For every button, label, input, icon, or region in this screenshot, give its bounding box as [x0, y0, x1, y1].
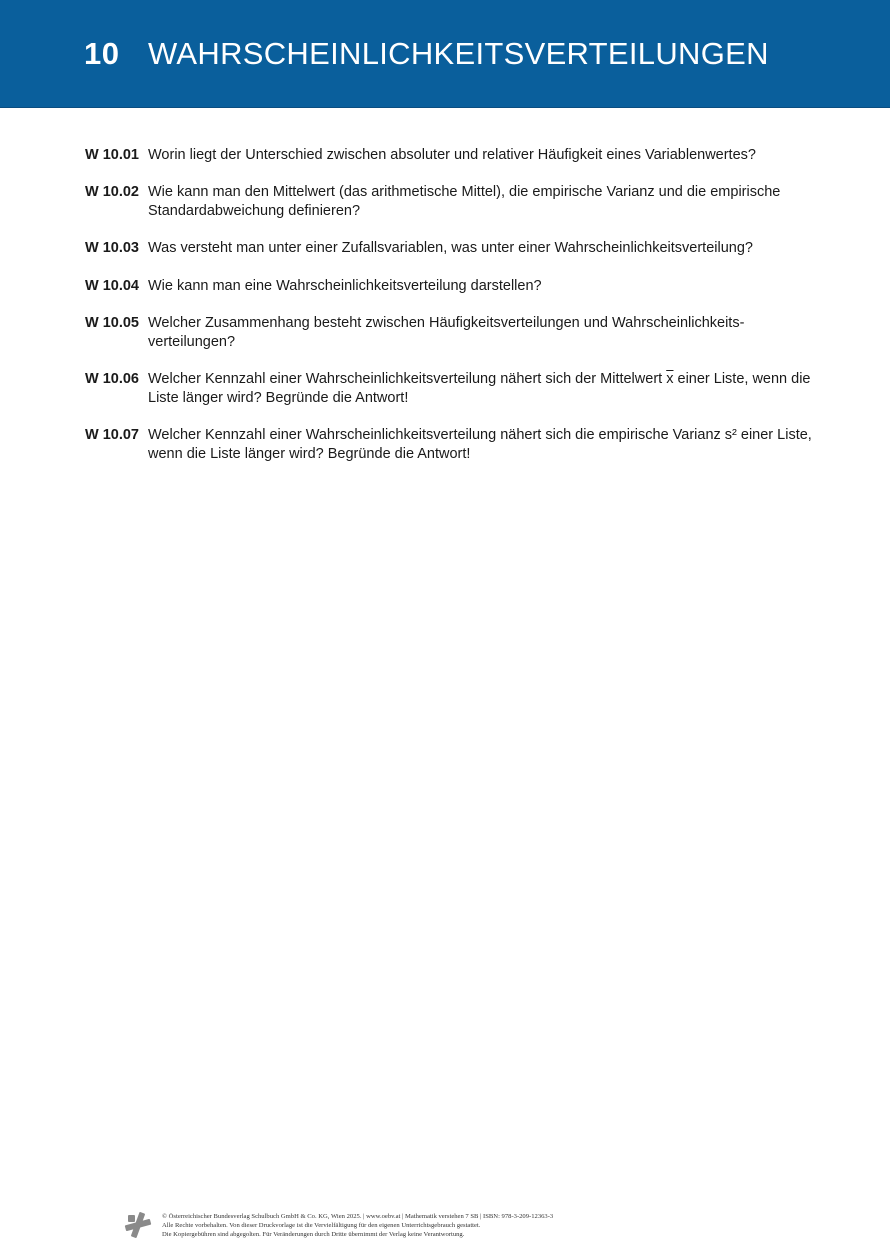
question-id: W 10.07: [85, 427, 139, 443]
question-id: W 10.06: [85, 371, 139, 387]
question-id: W 10.01: [85, 147, 139, 163]
mean-symbol: $\overline{x}$: [666, 371, 674, 387]
chapter-number: 10: [84, 36, 120, 71]
question-id: W 10.03: [85, 240, 139, 256]
question-text: [148, 370, 813, 408]
question-text-before: Welcher Kennzahl einer Wahrscheinlichkeitsverteilung nähert sich der Mittelwert: [148, 371, 663, 387]
question-id: W 10.04: [85, 278, 139, 294]
question-text: Worin liegt der Unterschied zwischen absoluter und relativer Häufigkeit eines Variablenwertes?: [148, 147, 756, 163]
copyright-line-1: © Österreichischer Bundesverlag Schulbuch GmbH & Co. KG, Wien 2025. | www.oebv.at | Mathematik verstehen 7 SB | ISBN: 978-3-209-12363-3: [162, 1213, 554, 1220]
chapter-header: [0, 0, 890, 108]
question-id: W 10.02: [85, 184, 139, 200]
question-text: Wie kann man eine Wahrscheinlichkeitsverteilung darstellen?: [148, 278, 542, 294]
question-text: Welcher Kennzahl einer Wahrscheinlichkeitsverteilung nähert sich die empirische Varianz s² einer Liste, wenn die Liste länger wird? Begründe die Antwort!: [148, 427, 812, 462]
question-id: W 10.05: [85, 315, 139, 331]
question-text: Was versteht man unter einer Zufallsvariablen, was unter einer Wahrscheinlichkeitsverteilung?: [148, 240, 753, 256]
copyright-line-2: Alle Rechte vorbehalten. Von dieser Druckvorlage ist die Vervielfältigung für den eigenen Unterrichtsgebrauch gestattet.: [162, 1222, 481, 1229]
chapter-title: WAHRSCHEINLICHKEITSVERTEILUNGEN: [148, 36, 769, 71]
publisher-logo-icon: [124, 1211, 152, 1239]
question-text-after: einer Liste, wenn die Liste länger wird? Begründe die Antwort!: [148, 371, 811, 406]
copyright-notice: [162, 1212, 553, 1239]
question-text: Welcher Zusammenhang besteht zwischen Häufigkeitsverteilungen und Wahrscheinlichkeits-verteilungen?: [148, 315, 745, 350]
copyright-line-3: Die Kopiergebühren sind abgegolten. Für Veränderungen durch Dritte übernimmt der Verlag keine Verantwortung.: [162, 1231, 465, 1238]
page-footer: [124, 1211, 724, 1241]
question-text: Wie kann man den Mittelwert (das arithmetische Mittel), die empirische Varianz und die empirische Standardabweichung definieren?: [148, 184, 781, 219]
